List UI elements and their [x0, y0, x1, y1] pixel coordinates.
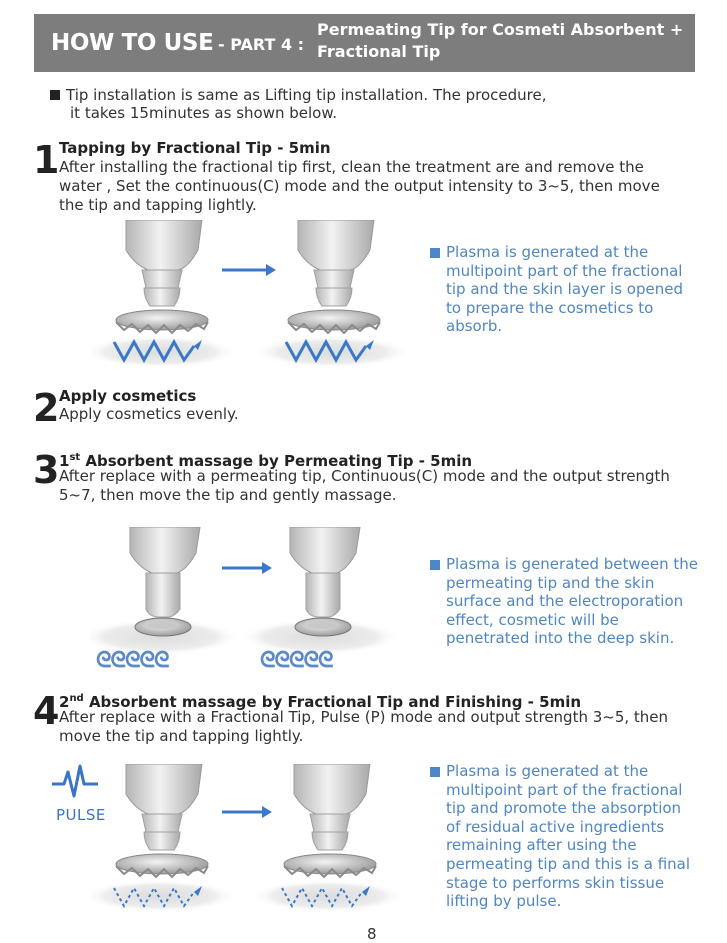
step-4-body: After replace with a Fractional Tip, Pulse (P) mode and output strength 3~5, then move the tip and tapping lightly.	[59, 708, 669, 745]
svg-text:ᘓᘓᘓᘓᘓ: ᘓᘓᘓᘓᘓ	[260, 648, 333, 673]
step-1-number: 1	[33, 138, 60, 182]
device-right	[250, 764, 406, 912]
header-subtitle	[317, 19, 687, 63]
step-3-illustration	[90, 527, 410, 675]
step-4-title-text: Absorbent massage by Fractional Tip and Finishing - 5min	[88, 693, 582, 711]
device-right	[254, 220, 410, 368]
device-left	[90, 220, 238, 368]
step-1-note	[430, 243, 700, 336]
step-3-title-sup: st	[69, 452, 81, 463]
device-right	[240, 527, 400, 673]
step-3-number: 3	[33, 448, 60, 492]
step-1-note-text: Plasma is generated at the multipoint part of the fractional tip and the skin layer is opened to prepare the cosmetics to absorb.	[446, 243, 683, 336]
step-4-note-text: Plasma is generated at the multipoint part of the fractional tip and promote the absorption of residual active ingredients remaining after using the permeating tip and this is a final stage to performs skin tissue lifting by pulse.	[446, 762, 691, 911]
intro-text	[50, 86, 570, 122]
arrow-right-icon	[222, 264, 276, 276]
step-1-title: Tapping by Fractional Tip - 5min	[59, 139, 331, 157]
intro-line1: Tip installation is same as Lifting tip installation. The procedure,	[66, 86, 547, 104]
step-2-number: 2	[33, 386, 60, 430]
header-subtitle-line1: Permeating Tip for Cosmeti Absorbent +	[317, 20, 684, 39]
intro-line2: it takes 15minutes as shown below.	[70, 104, 337, 122]
arrow-right-icon	[222, 806, 272, 818]
step-4-title-sup: nd	[69, 693, 84, 704]
page-number: 8	[367, 925, 377, 943]
note-bullet-icon	[430, 767, 440, 777]
step-2-title: Apply cosmetics	[59, 387, 197, 405]
step-3-title-text: Absorbent massage by Permeating Tip - 5min	[85, 452, 473, 470]
device-left	[90, 527, 240, 673]
pulse-label: PULSE	[56, 806, 106, 824]
step-4-number: 4	[33, 689, 60, 733]
bullet-square-icon	[50, 90, 60, 100]
step-4-illustration	[90, 764, 410, 916]
device-left	[90, 764, 238, 912]
step-3-note	[430, 555, 700, 648]
step-1-illustration	[90, 220, 410, 372]
step-3-title-num: 1	[59, 452, 70, 470]
arrow-right-icon	[222, 562, 272, 574]
header-part-label: - PART 4 :	[218, 35, 305, 54]
note-bullet-icon	[430, 248, 440, 258]
step-2-body: Apply cosmetics evenly.	[59, 405, 239, 423]
step-3-note-text: Plasma is generated between the permeating tip and the skin surface and the electroporation effect, cosmetic will be penetrated into the deep skin.	[446, 555, 699, 648]
header-subtitle-line2: Fractional Tip	[317, 42, 441, 61]
header-title: HOW TO USE	[51, 30, 214, 56]
page-header	[34, 14, 695, 72]
svg-text:ᘓᘓᘓᘓᘓ: ᘓᘓᘓᘓᘓ	[96, 648, 169, 673]
note-bullet-icon	[430, 560, 440, 570]
step-1-body: After installing the fractional tip first, clean the treatment are and remove the water , Set the continuous(C) mode and the output intensity to 3~5, then move the tip and tapping lightly.	[59, 158, 660, 214]
step-3-body: After replace with a permeating tip, Continuous(C) mode and the output strength 5~7, then move the tip and gently massage.	[59, 467, 670, 504]
step-4-title-num: 2	[59, 693, 70, 711]
step-4-note	[430, 762, 700, 911]
